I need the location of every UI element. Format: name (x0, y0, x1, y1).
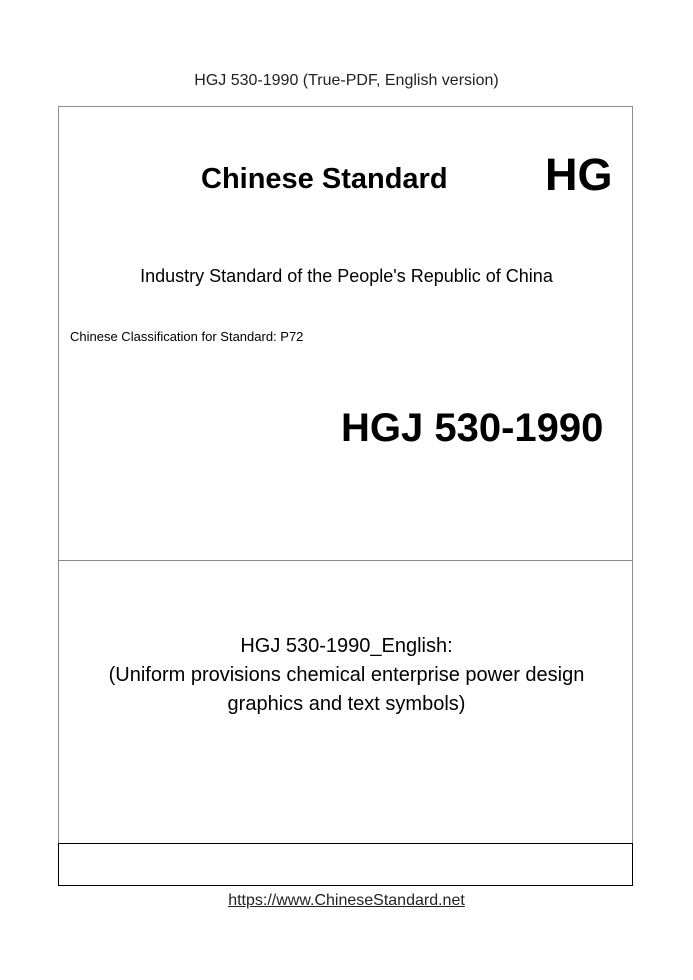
cover-frame (58, 106, 633, 886)
cover-top-panel (58, 106, 633, 561)
classification-line: Chinese Classification for Standard: P72 (70, 329, 304, 344)
cover-description-panel (58, 560, 633, 844)
standard-number: HGJ 530-1990 (341, 406, 604, 450)
category-code: HG (545, 149, 613, 200)
industry-standard-line: Industry Standard of the People's Republic of China (140, 266, 553, 286)
description-line-3: graphics and text symbols) (227, 693, 466, 715)
description-line-2: (Uniform provisions chemical enterprise power design (108, 664, 585, 686)
footer (0, 892, 693, 910)
page-header: HGJ 530-1990 (True-PDF, English version) (194, 72, 499, 89)
document-description (59, 632, 634, 719)
website-link[interactable]: https://www.ChineseStandard.net (228, 892, 465, 909)
standard-title: Chinese Standard (201, 163, 448, 195)
cover-bottom-panel (58, 843, 633, 886)
description-line-1: HGJ 530-1990_English: (240, 635, 453, 657)
